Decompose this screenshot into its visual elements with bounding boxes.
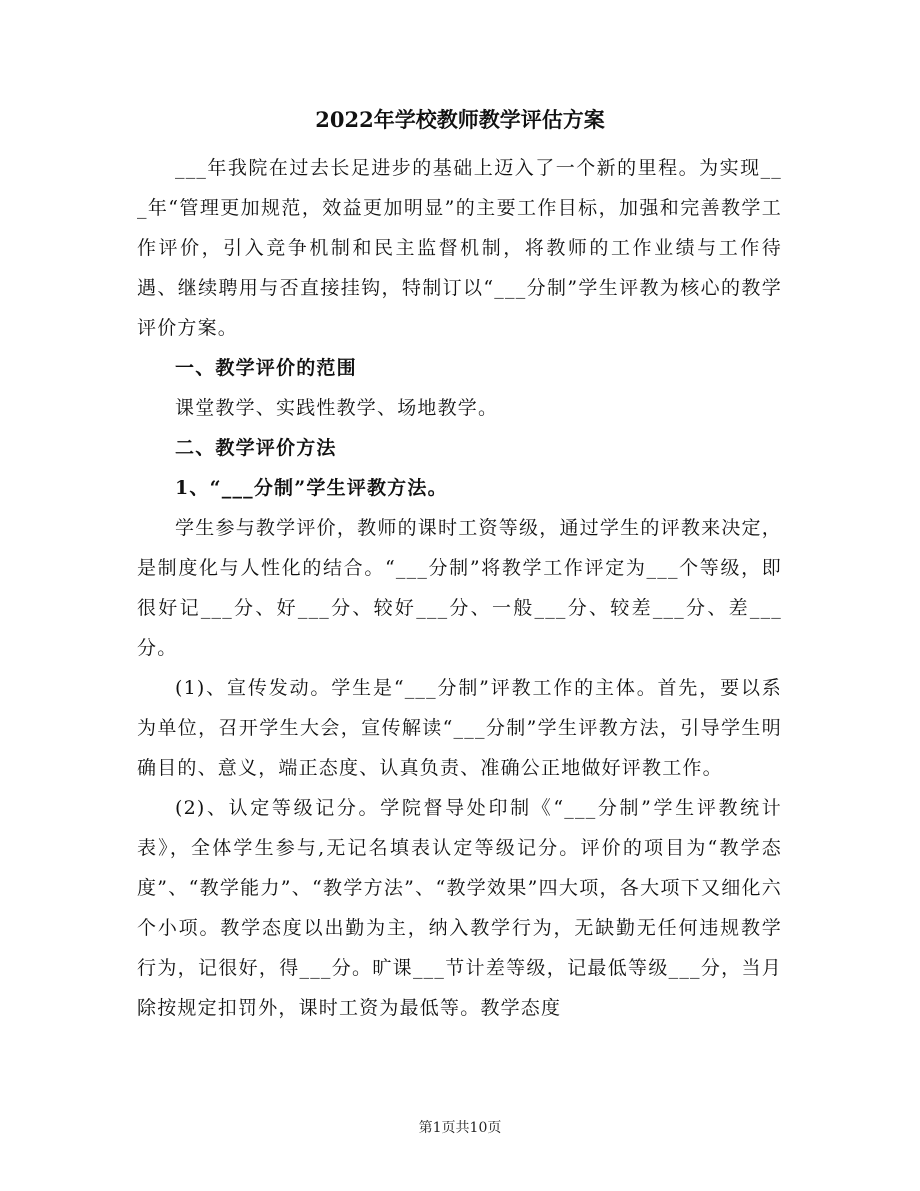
scope-paragraph: 课堂教学、实践性教学、场地教学。 (175, 397, 499, 419)
grading-paragraph: (2)、认定等级记分。学院督导处印制《“___分制”学生评教统计表》，全体学生参与,无记名填表认定等级记分。评价的项目为“教学态度”、“教学能力”、“教学方法”、“教学效果”四大项，各大项下又细化六个小项。教学态度以出勤为主，纳入教学行为，无缺勤无任何违规教学行为，记很好，得___分。旷课___节计差等级，记最低等级___分，当月除按规定扣罚外，课时工资为最低等。教学态度 (137, 797, 782, 1019)
student-evaluation-paragraph: 学生参与教学评价，教师的课时工资等级，通过学生的评教来决定，是制度化与人性化的结合。“___分制”将教学工作评定为___个等级，即很好记___分、好___分、较好___分、一般___分、较差___分、差___分。 (137, 517, 782, 659)
intro-paragraph: ___年我院在过去长足进步的基础上迈入了一个新的里程。为实现___年“管理更加规范，效益更加明显”的主要工作目标，加强和完善教学工作评价，引入竞争机制和民主监督机制，将教师的工作业绩与工作待遇、继续聘用与否直接挂钩，特制订以“___分制”学生评教为核心的教学评价方案。 (137, 157, 782, 339)
page-number: 第1页共10页 (418, 1120, 502, 1136)
section-heading-methods: 二、教学评价方法 (175, 437, 337, 459)
document-title: 2022年学校教师教学评估方案 (315, 107, 605, 132)
section-heading-scope: 一、教学评价的范围 (175, 357, 357, 379)
document-body (137, 148, 782, 1028)
subsection-heading-student-evaluation: 1、“___分制”学生评教方法。 (175, 477, 448, 499)
publicity-paragraph: (1)、宣传发动。学生是“___分制”评教工作的主体。首先，要以系为单位，召开学生大会，宣传解读“___分制”学生评教方法，引导学生明确目的、意义，端正态度、认真负责、准确公正地做好评教工作。 (137, 677, 782, 779)
